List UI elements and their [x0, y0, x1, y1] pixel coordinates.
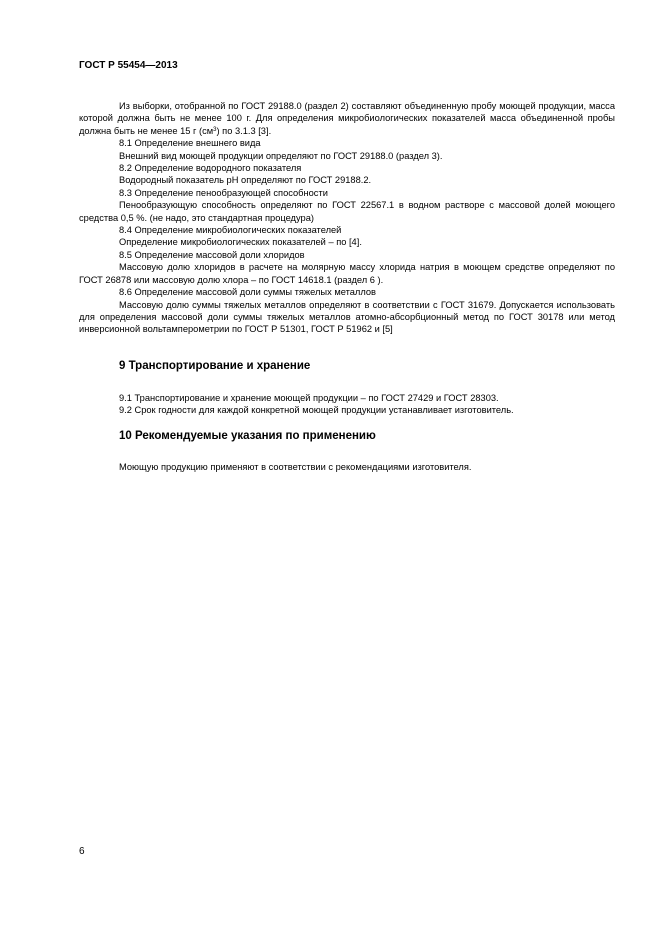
page-number: 6 — [79, 846, 85, 857]
subheading-8-4: 8.4 Определение микробиологических показателей — [119, 225, 342, 236]
subheading-8-3: 8.3 Определение пенообразующей способности — [119, 187, 328, 198]
section-9-body — [79, 392, 615, 417]
subheading-8-5: 8.5 Определение массовой доли хлоридов — [119, 249, 305, 260]
section-10-body — [79, 461, 615, 473]
paragraph-sampling — [79, 100, 615, 137]
paragraph-10-1: Моющую продукцию применяют в соответствии с рекомендациями изготовителя. — [119, 462, 472, 472]
paragraph-8-5: Массовую долю хлоридов в расчете на молярную массу хлорида натрия в моющем средстве определяют по ГОСТ 26878 или массовую долю хлора – по ГОСТ 14618.1 (раздел 6 ). — [79, 262, 615, 285]
paragraph-sampling-end: ) по 3.1.3 [3]. — [216, 125, 272, 136]
paragraph-8-3: Пенообразующую способность определяют по ГОСТ 22567.1 в водном растворе с массовой долей моющего средства 0,5 %. (не надо, это стандартная процедура) — [79, 200, 615, 223]
paragraph-sampling-text: Из выборки, отобранной по ГОСТ 29188.0 (раздел 2) составляют объединенную пробу моющей продукции, масса которой должна быть не менее 100 г. Для определения микробиологических показателей масса объединенной пробы должна быть не менее 15 г (см — [79, 101, 615, 136]
paragraph-8-4: Определение микробиологических показателей – по [4]. — [119, 237, 362, 248]
paragraph-9-1: 9.1 Транспортирование и хранение моющей продукции – по ГОСТ 27429 и ГОСТ 28303. — [119, 393, 499, 403]
paragraph-8-2: Водородный показатель рН определяют по ГОСТ 29188.2. — [119, 175, 372, 186]
subheading-8-1: 8.1 Определение внешнего вида — [119, 138, 261, 149]
superscript-3: 3 — [213, 126, 217, 133]
document-header: ГОСТ Р 55454—2013 — [79, 60, 178, 71]
paragraph-8-1: Внешний вид моющей продукции определяют по ГОСТ 29188.0 (раздел 3). — [119, 150, 443, 161]
section-8-body — [79, 100, 615, 336]
paragraph-9-2: 9.2 Срок годности для каждой конкретной моющей продукции устанавливает изготовитель. — [119, 405, 514, 416]
section-9-title: 9 Транспортирование и хранение — [119, 360, 311, 372]
subheading-8-2: 8.2 Определение водородного показателя — [119, 163, 302, 174]
section-10-title: 10 Рекомендуемые указания по применению — [119, 430, 376, 442]
subheading-8-6: 8.6 Определение массовой доли суммы тяжелых металлов — [119, 287, 376, 298]
paragraph-8-6: Массовую долю суммы тяжелых металлов определяют в соответствии с ГОСТ 31679. Допускается использовать для определения массовой доли суммы тяжелых металлов атомно-абсорбционный метод по ГОСТ 30178 или метод инверсионной вольтамперометрии по ГОСТ Р 51301, ГОСТ Р 51962 и [5] — [79, 299, 615, 335]
